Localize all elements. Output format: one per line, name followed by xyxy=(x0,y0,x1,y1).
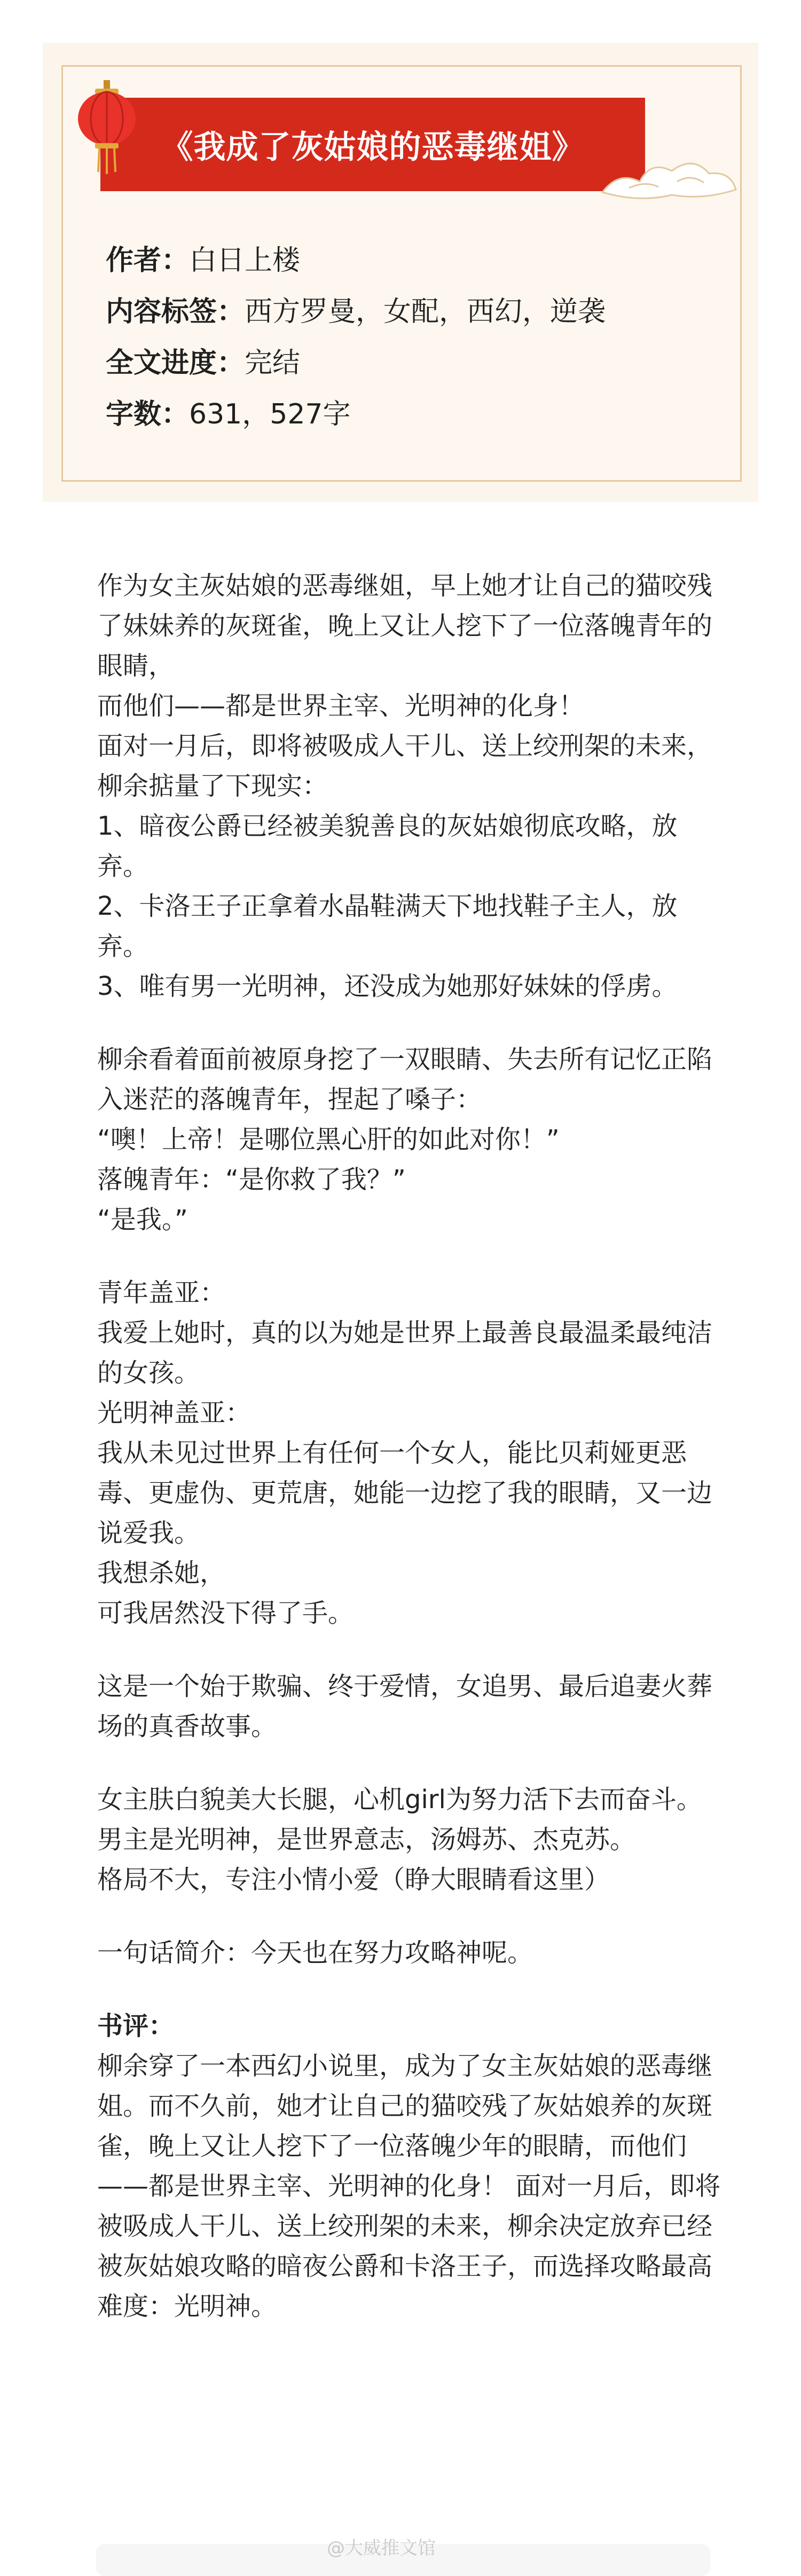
meta-author: 作者：白日上楼 xyxy=(106,245,301,277)
title-banner xyxy=(100,98,645,191)
synopsis-paragraph: 我想杀她， xyxy=(97,1558,226,1588)
synopsis-paragraph: 格局不大，专注小情小爱（睁大眼睛看这里） xyxy=(97,1865,610,1895)
cloud-ornament-icon xyxy=(597,150,741,208)
paragraph-gap xyxy=(97,1633,727,1667)
synopsis-paragraph: 一句话简介：今天也在努力攻略神呢。 xyxy=(97,1938,533,1968)
paragraph-gap xyxy=(97,1900,727,1933)
synopsis-paragraph: 2、卡洛王子正拿着水晶鞋满天下地找鞋子主人，放弃。 xyxy=(97,891,678,961)
synopsis-paragraph: 可我居然没下得了手。 xyxy=(97,1598,354,1628)
synopsis-paragraph: “噢！上帝！是哪位黑心肝的如此对你！” xyxy=(97,1125,560,1155)
synopsis-paragraph: 光明神盖亚： xyxy=(97,1398,252,1428)
synopsis-paragraph: 落魄青年：“是你救了我？” xyxy=(97,1165,406,1195)
synopsis-paragraph: 我从未见过世界上有任何一个女人，能比贝莉娅更恶毒、更虚伪、更荒唐，她能一边挖了我的眼睛，又一边说爱我。 xyxy=(97,1438,713,1548)
paragraph-gap xyxy=(97,1747,727,1780)
synopsis-paragraph: 3、唯有男一光明神，还没成为她那好妹妹的俘虏。 xyxy=(97,971,678,1001)
paragraph-gap xyxy=(97,1240,727,1273)
synopsis-paragraph: 1、暗夜公爵已经被美貌善良的灰姑娘彻底攻略，放弃。 xyxy=(97,811,678,881)
synopsis-paragraph: 作为女主灰姑娘的恶毒继姐，早上她才让自己的猫咬残了妹妹养的灰斑雀，晚上又让人挖下了一位落魄青年的眼睛， xyxy=(97,571,713,681)
review-text: 柳余穿了一本西幻小说里，成为了女主灰姑娘的恶毒继姐。而不久前，她才让自己的猫咬残了灰姑娘养的灰斑雀，晚上又让人挖下了一位落魄少年的眼睛，而他们——都是世界主宰、光明神的化身！ 面对一月后，即将被吸成人干儿、送上绞刑架的未来，柳余决定放弃已经被灰姑娘攻略的暗夜公爵和卡洛王子，而选择攻略最高难度：光明神。 xyxy=(97,2051,721,2321)
paragraph-gap xyxy=(97,1007,727,1040)
paragraph-gap xyxy=(97,1973,727,2006)
synopsis-paragraph: 我爱上她时，真的以为她是世界上最善良最温柔最纯洁的女孩。 xyxy=(97,1318,713,1388)
watermark: @大威推文馆 xyxy=(327,2538,436,2559)
book-info-card xyxy=(43,43,758,502)
book-meta-list xyxy=(106,235,606,440)
synopsis-paragraph: 柳余看着面前被原身挖了一双眼睛、失去所有记忆正陷入迷茫的落魄青年，捏起了嗓子： xyxy=(97,1044,713,1114)
synopsis-paragraph: 青年盖亚： xyxy=(97,1278,226,1308)
synopsis-paragraph: 面对一月后，即将被吸成人干儿、送上绞刑架的未来，柳余掂量了下现实： xyxy=(97,731,713,801)
meta-word-count: 字数：631，527字 xyxy=(106,398,351,430)
meta-tags: 内容标签：西方罗曼，女配，西幻，逆袭 xyxy=(106,296,606,328)
synopsis-paragraph: “是我。” xyxy=(97,1205,188,1235)
synopsis-paragraph: 女主肤白貌美大长腿，心机girl为努力活下去而奋斗。男主是光明神，是世界意志，汤姆苏、杰克苏。 xyxy=(97,1785,702,1855)
book-title: 《我成了灰姑娘的恶毒继姐》 xyxy=(161,128,585,166)
review-heading: 书评： xyxy=(97,2011,175,2041)
synopsis-paragraph: 这是一个始于欺骗、终于爱情，女追男、最后追妻火葬场的真香故事。 xyxy=(97,1671,713,1741)
lantern-icon xyxy=(75,80,139,176)
synopsis-body xyxy=(97,566,727,2327)
synopsis-paragraph: 而他们——都是世界主宰、光明神的化身！ xyxy=(97,691,585,721)
book-info-frame xyxy=(61,65,742,482)
meta-progress: 全文进度：完结 xyxy=(106,347,301,379)
